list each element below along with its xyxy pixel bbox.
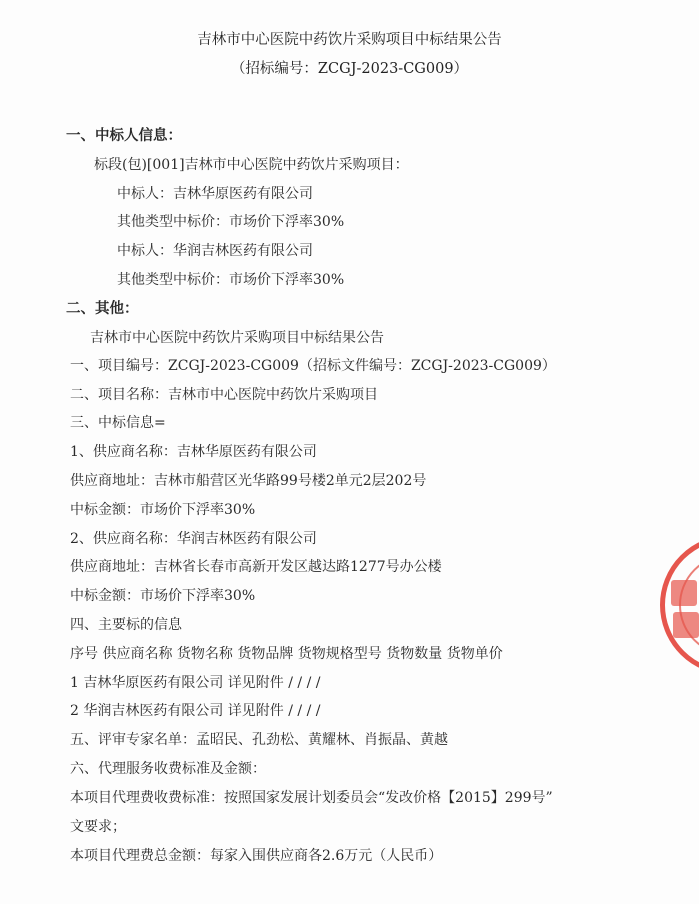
supplier-1-amount: 中标金额：市场价下浮率30% [70, 502, 256, 518]
agency-fee-standard: 本项目代理费收费标准：按照国家发展计划委员会“发改价格【2015】299号” [70, 790, 553, 806]
document-subtitle: （招标编号：ZCGJ-2023-CG009） [230, 61, 469, 77]
award-info-heading: 三、中标信息= [70, 415, 166, 431]
agency-fee-total: 本项目代理费总金额：每家入围供应商各2.6万元（人民币） [70, 848, 443, 864]
winner-2-price: 其他类型中标价：市场价下浮率30% [117, 272, 345, 288]
winner-1-name: 中标人：吉林华原医药有限公司 [117, 186, 313, 202]
main-items-heading: 四、主要标的信息 [70, 617, 182, 633]
seal-glyph-mark [673, 612, 699, 638]
project-name-line: 二、项目名称：吉林市中心医院中药饮片采购项目 [70, 387, 378, 403]
announcement-title-line: 吉林市中心医院中药饮片采购项目中标结果公告 [90, 330, 384, 346]
project-number-line: 一、项目编号：ZCGJ-2023-CG009（招标文件编号：ZCGJ-2023-CG009） [70, 358, 556, 374]
supplier-2-amount: 中标金额：市场价下浮率30% [70, 588, 256, 604]
winner-1-price: 其他类型中标价：市场价下浮率30% [117, 214, 345, 230]
official-seal [660, 535, 699, 675]
seal-glyph-mark [671, 580, 697, 606]
items-table-row-2: 2 华润吉林医药有限公司 详见附件 / / / / [70, 703, 321, 719]
supplier-2-name: 2、供应商名称：华润吉林医药有限公司 [70, 531, 317, 547]
section-heading-winner-info: 一、中标人信息： [66, 127, 182, 144]
agency-fee-heading: 六、代理服务收费标准及金额： [70, 761, 266, 777]
experts-line: 五、评审专家名单：孟昭民、孔劲松、黄耀林、肖振晶、黄越 [70, 732, 448, 748]
items-table-row-1: 1 吉林华原医药有限公司 详见附件 / / / / [70, 675, 321, 691]
supplier-1-name: 1、供应商名称：吉林华原医药有限公司 [70, 444, 317, 460]
section-heading-other: 二、其他： [66, 300, 139, 317]
agency-fee-standard-cont: 文要求； [70, 819, 126, 835]
items-table-header: 序号 供应商名称 货物名称 货物品牌 货物规格型号 货物数量 货物单价 [70, 646, 503, 662]
lot-line: 标段(包)[001]吉林市中心医院中药饮片采购项目： [94, 157, 409, 173]
document-title: 吉林市中心医院中药饮片采购项目中标结果公告 [197, 32, 502, 48]
supplier-1-address: 供应商地址：吉林市船营区光华路99号楼2单元2层202号 [70, 473, 427, 489]
supplier-2-address: 供应商地址：吉林省长春市高新开发区越达路1277号办公楼 [70, 559, 442, 575]
winner-2-name: 中标人：华润吉林医药有限公司 [117, 243, 313, 259]
